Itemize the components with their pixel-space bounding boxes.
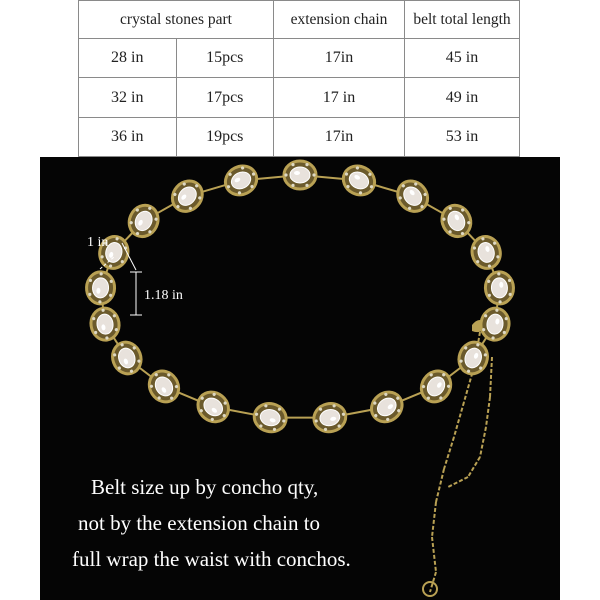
concho	[192, 386, 234, 428]
cell-length: 32 in	[79, 78, 177, 117]
concho	[143, 365, 184, 407]
width-measure-label: 1 in	[87, 235, 109, 250]
table-row	[79, 39, 520, 78]
concho	[220, 161, 261, 200]
caption	[40, 469, 560, 577]
header-crystal-stones-part: crystal stones part	[79, 1, 274, 39]
cell-length: 36 in	[79, 117, 177, 156]
cell-pcs: 15pcs	[176, 39, 274, 78]
concho	[89, 306, 121, 342]
cell-pcs: 17pcs	[176, 78, 274, 117]
height-measure-label: 1.18 in	[144, 288, 183, 303]
header-extension-chain: extension chain	[274, 1, 405, 39]
concho	[479, 306, 511, 342]
concho	[338, 161, 379, 200]
cell-total: 53 in	[405, 117, 520, 156]
concho	[86, 271, 115, 304]
concho	[392, 175, 434, 218]
concho	[311, 400, 349, 435]
concho	[366, 386, 408, 428]
cell-length: 28 in	[79, 39, 177, 78]
table-row	[79, 78, 520, 117]
cell-total: 49 in	[405, 78, 520, 117]
product-photo	[40, 157, 560, 600]
table-row	[79, 117, 520, 156]
cell-pcs: 19pcs	[176, 117, 274, 156]
cell-extension: 17in	[274, 117, 405, 156]
cell-total: 45 in	[405, 39, 520, 78]
caption-line: Belt size up by concho qty,	[91, 475, 319, 499]
header-belt-total-length: belt total length	[405, 1, 520, 39]
concho	[416, 365, 457, 407]
table-header-row	[79, 1, 520, 39]
concho	[251, 400, 289, 435]
cell-extension: 17 in	[274, 78, 405, 117]
concho	[284, 161, 316, 189]
caption-line: not by the extension chain to	[78, 511, 321, 535]
concho	[455, 338, 492, 377]
size-table	[78, 0, 520, 157]
concho	[485, 271, 514, 304]
caption-line: full wrap the waist with conchos.	[72, 547, 351, 571]
concho	[108, 338, 145, 377]
cell-extension: 17in	[274, 39, 405, 78]
concho	[166, 175, 208, 218]
